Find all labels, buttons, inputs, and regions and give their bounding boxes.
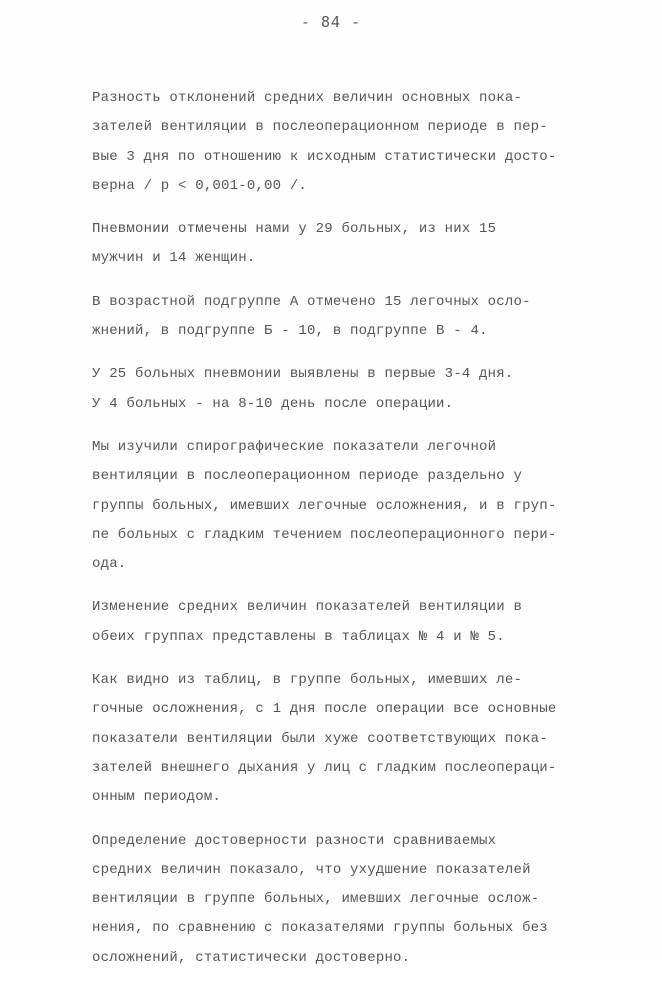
paragraph-6: [92, 593, 612, 652]
text-line: вые 3 дня по отношению к исходным статистически досто-: [92, 148, 557, 165]
text-line: Как видно из таблиц, в группе больных, имевших ле-: [92, 672, 523, 689]
text-line: мужчин и 14 женщин.: [92, 250, 256, 267]
text-line: Мы изучили спирографические показатели легочной: [92, 438, 497, 455]
text-line: зателей внешнего дыхания у лиц с гладким послеопераци-: [92, 759, 557, 776]
text-line: верна / p < 0,001-0,00 /.: [92, 177, 308, 194]
text-line: Разность отклонений средних величин основных пока-: [92, 90, 523, 106]
text-line: Пневмонии отмечены нами у 29 больных, из них 15: [92, 221, 497, 238]
text-line: онным периодом.: [92, 789, 222, 806]
text-line: показатели вентиляции были хуже соответствующих пока-: [92, 730, 548, 747]
text-line: вентиляции в группе больных, имевших легочные ослож-: [92, 891, 540, 908]
text-line: ода.: [92, 556, 127, 573]
text-line: осложнений, статистически достоверно.: [92, 949, 411, 966]
paragraph-4: [92, 360, 612, 419]
page-number: - 84 -: [300, 13, 362, 31]
text-line: жнений, в подгруппе Б - 10, в подгруппе В - 4.: [92, 323, 488, 340]
text-line: средних величин показало, что ухудшение показателей: [92, 861, 531, 878]
text-line: У 4 больных - на 8-10 день после операции.: [92, 395, 454, 412]
paragraph-2: [92, 215, 612, 274]
text-line: зателей вентиляции в послеоперационном периоде в пер-: [92, 119, 548, 136]
text-line: В возрастной подгруппе А отмечено 15 легочных ослo-: [92, 293, 531, 310]
text-line: Определение достоверности разности сравниваемых: [92, 832, 497, 849]
text-line: Изменение средних величин показателей вентиляции в: [92, 599, 523, 616]
text-line: нения, по сравнению с показателями группы больных без: [92, 920, 548, 937]
text-line: обеих группах представлены в таблицах № 4 и № 5.: [92, 628, 505, 645]
paragraph-3: [92, 288, 612, 347]
paragraph-5: [92, 433, 612, 579]
text-line: У 25 больных пневмонии выявлены в первые 3-4 дня.: [92, 366, 514, 383]
body-text: [92, 84, 612, 987]
paragraph-1: [92, 84, 612, 201]
text-line: гочные осложнения, с 1 дня после операции все основные: [92, 701, 557, 718]
paragraph-7: [92, 666, 612, 812]
text-line: пе больных с гладким течением послеоперационного пери-: [92, 526, 557, 543]
paragraph-8: [92, 827, 612, 973]
text-line: группы больных, имевших легочные осложнения, и в груп-: [92, 497, 557, 514]
text-line: вентиляции в послеоперационном периоде раздельно у: [92, 468, 523, 485]
